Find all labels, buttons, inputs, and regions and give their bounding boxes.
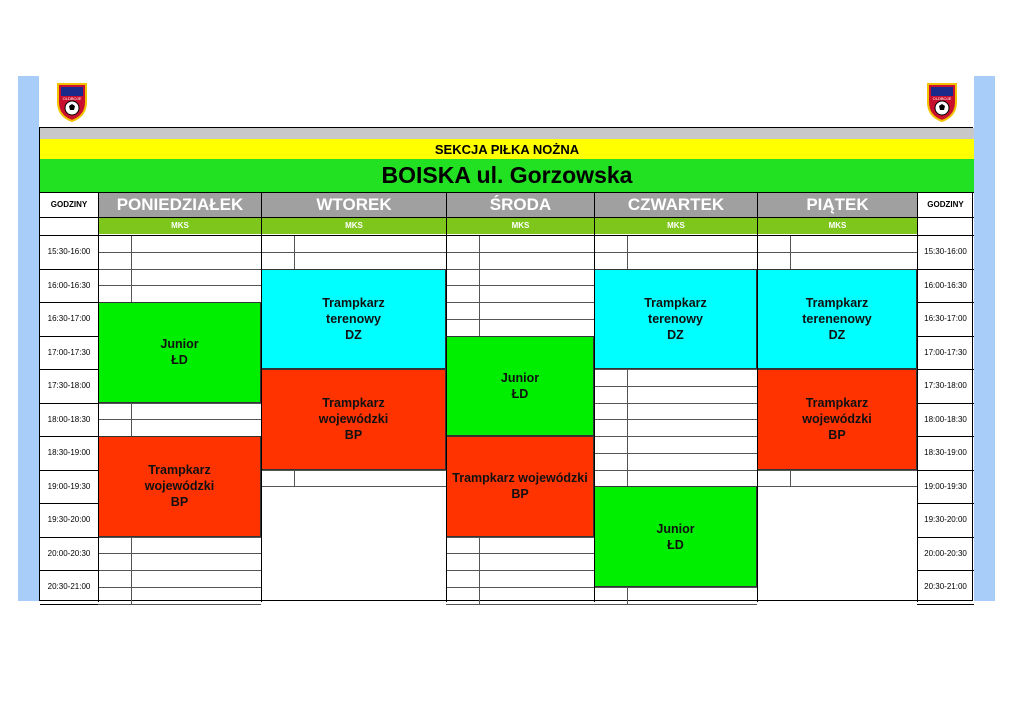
grid-line — [594, 252, 757, 253]
grid-line — [446, 553, 594, 554]
header-line — [40, 217, 974, 218]
time-row-line — [40, 436, 98, 437]
activity-block: Trampkarz wojewódzki BP — [261, 369, 446, 470]
time-label-right: 20:00-20:30 — [924, 548, 967, 558]
grid-line — [98, 604, 261, 605]
grid-line — [627, 587, 628, 604]
activity-block: Trampkarz wojewódzki BP — [757, 369, 917, 470]
grid-line — [757, 486, 917, 487]
time-row-line — [40, 604, 98, 605]
grid-line — [627, 403, 628, 420]
club-label: MKS — [261, 217, 446, 234]
time-label-right: 16:00-16:30 — [924, 280, 967, 290]
page-title: BOISKA ul. Gorzowska — [40, 159, 974, 192]
grid-line — [98, 553, 261, 554]
column-border — [446, 192, 447, 602]
time-row-line — [917, 369, 974, 370]
grid-line — [479, 252, 480, 269]
time-label-left: 17:00-17:30 — [47, 347, 91, 357]
grid-line — [594, 436, 757, 437]
time-row-line — [40, 403, 98, 404]
grid-line — [479, 235, 480, 252]
grid-line — [131, 269, 132, 286]
grid-line — [594, 604, 757, 605]
day-header: WTOREK — [261, 192, 446, 217]
grid-line — [131, 553, 132, 570]
grid-line — [479, 269, 480, 286]
club-label: MKS — [594, 217, 757, 234]
time-row-line — [917, 470, 974, 471]
time-label-left: 18:00-18:30 — [47, 414, 91, 424]
grid-line — [98, 570, 261, 571]
grid-line — [790, 470, 791, 487]
grid-line — [594, 403, 757, 404]
time-row-line — [40, 269, 98, 270]
club-label: MKS — [446, 217, 594, 234]
activity-block: Trampkarz wojewódzki BP — [446, 436, 594, 537]
time-label-right: 17:30-18:00 — [924, 381, 967, 391]
time-label-left: 18:30-19:00 — [47, 448, 91, 458]
top-band — [40, 128, 974, 139]
time-row-line — [917, 336, 974, 337]
grid-line — [131, 403, 132, 420]
grid-line — [627, 386, 628, 403]
column-border — [917, 192, 918, 602]
hours-header-right: GODZINY — [927, 200, 964, 209]
grid-line — [627, 436, 628, 453]
grid-line — [98, 252, 261, 253]
grid-line — [479, 587, 480, 604]
activity-block: Junior ŁD — [594, 486, 757, 587]
grid-line — [131, 252, 132, 269]
grid-line — [131, 419, 132, 436]
grid-line — [594, 369, 757, 370]
grid-line — [757, 252, 917, 253]
time-label-left: 17:30-18:00 — [47, 381, 91, 391]
grid-line — [446, 537, 594, 538]
grid-line — [446, 252, 594, 253]
time-label-right: 18:00-18:30 — [924, 414, 967, 424]
right-side-strip — [974, 76, 995, 601]
time-row-line — [40, 570, 98, 571]
time-row-line — [917, 436, 974, 437]
svg-text:OLDBOJE: OLDBOJE — [932, 96, 952, 101]
time-label-right: 19:00-19:30 — [924, 481, 967, 491]
activity-block: Trampkarz terenenowy DZ — [757, 269, 917, 370]
grid-line — [757, 470, 917, 471]
column-border — [594, 192, 595, 602]
grid-line — [98, 269, 261, 270]
grid-line — [479, 537, 480, 554]
day-header: ŚRODA — [446, 192, 594, 217]
time-row-line — [917, 570, 974, 571]
time-row-line — [40, 537, 98, 538]
time-label-left: 20:30-21:00 — [47, 582, 91, 592]
grid-line — [446, 604, 594, 605]
time-label-left: 15:30-16:00 — [47, 247, 91, 257]
time-row-line — [40, 336, 98, 337]
hours-header-left: GODZINY — [50, 200, 88, 209]
activity-block: Trampkarz wojewódzki BP — [98, 436, 261, 537]
time-label-right: 17:00-17:30 — [924, 347, 967, 357]
time-row-line — [917, 403, 974, 404]
grid-line — [98, 537, 261, 538]
grid-line — [98, 587, 261, 588]
grid-line — [294, 252, 295, 269]
grid-line — [261, 486, 446, 487]
club-logo-right-icon — [925, 80, 959, 122]
column-border — [261, 192, 262, 602]
time-label-right: 16:30-17:00 — [924, 314, 967, 324]
grid-line — [627, 453, 628, 470]
activity-block: Junior ŁD — [446, 336, 594, 437]
grid-line — [627, 419, 628, 436]
grid-line — [446, 285, 594, 286]
grid-line — [446, 319, 594, 320]
grid-line — [594, 587, 757, 588]
activity-block: Trampkarz terenowy DZ — [594, 269, 757, 370]
activity-block: Trampkarz terenowy DZ — [261, 269, 446, 370]
grid-line — [261, 470, 446, 471]
time-row-line — [40, 302, 98, 303]
time-label-left: 16:00-16:30 — [47, 280, 91, 290]
grid-line — [594, 419, 757, 420]
club-label: MKS — [757, 217, 917, 234]
grid-line — [131, 285, 132, 302]
grid-line — [479, 553, 480, 570]
section-title: SEKCJA PIŁKA NOŻNA — [40, 139, 974, 159]
time-row-line — [917, 604, 974, 605]
grid-line — [131, 587, 132, 604]
time-label-left: 19:00-19:30 — [47, 481, 91, 491]
grid-line — [446, 302, 594, 303]
grid-line — [627, 252, 628, 269]
grid-line — [627, 235, 628, 252]
grid-line — [261, 252, 446, 253]
grid-line — [594, 386, 757, 387]
time-label-right: 20:30-21:00 — [924, 582, 967, 592]
grid-line — [790, 252, 791, 269]
club-label: MKS — [98, 217, 261, 234]
grid-line — [479, 319, 480, 336]
grid-line — [98, 419, 261, 420]
club-logo-left-icon — [55, 80, 89, 122]
svg-text:OLDBOJE: OLDBOJE — [62, 96, 82, 101]
header-line — [40, 192, 974, 193]
time-row-line — [40, 369, 98, 370]
time-row-line — [917, 302, 974, 303]
grid-line — [131, 537, 132, 554]
time-row-line — [917, 537, 974, 538]
time-label-left: 19:30-20:00 — [47, 515, 91, 525]
time-row-line — [40, 470, 98, 471]
header-line — [40, 235, 974, 236]
time-row-line — [917, 503, 974, 504]
grid-line — [131, 570, 132, 587]
time-label-left: 16:30-17:00 — [47, 314, 91, 324]
column-border — [757, 192, 758, 602]
activity-block: Junior ŁD — [98, 302, 261, 403]
grid-line — [446, 570, 594, 571]
day-header: PIĄTEK — [757, 192, 917, 217]
grid-line — [479, 302, 480, 319]
grid-line — [98, 285, 261, 286]
grid-line — [294, 235, 295, 252]
grid-line — [790, 235, 791, 252]
grid-line — [479, 570, 480, 587]
grid-line — [479, 285, 480, 302]
time-label-right: 19:30-20:00 — [924, 515, 967, 525]
grid-line — [594, 453, 757, 454]
column-border — [98, 192, 99, 602]
time-label-left: 20:00-20:30 — [47, 548, 91, 558]
grid-line — [446, 587, 594, 588]
grid-line — [131, 235, 132, 252]
time-label-right: 18:30-19:00 — [924, 448, 967, 458]
time-row-line — [917, 269, 974, 270]
day-header: CZWARTEK — [594, 192, 757, 217]
time-label-right: 15:30-16:00 — [924, 247, 967, 257]
grid-line — [446, 269, 594, 270]
day-header: PONIEDZIAŁEK — [98, 192, 261, 217]
grid-line — [627, 369, 628, 386]
grid-line — [98, 403, 261, 404]
grid-line — [627, 470, 628, 487]
time-row-line — [40, 503, 98, 504]
grid-line — [294, 470, 295, 487]
grid-line — [594, 470, 757, 471]
schedule-table — [39, 127, 973, 601]
left-side-strip — [18, 76, 39, 601]
